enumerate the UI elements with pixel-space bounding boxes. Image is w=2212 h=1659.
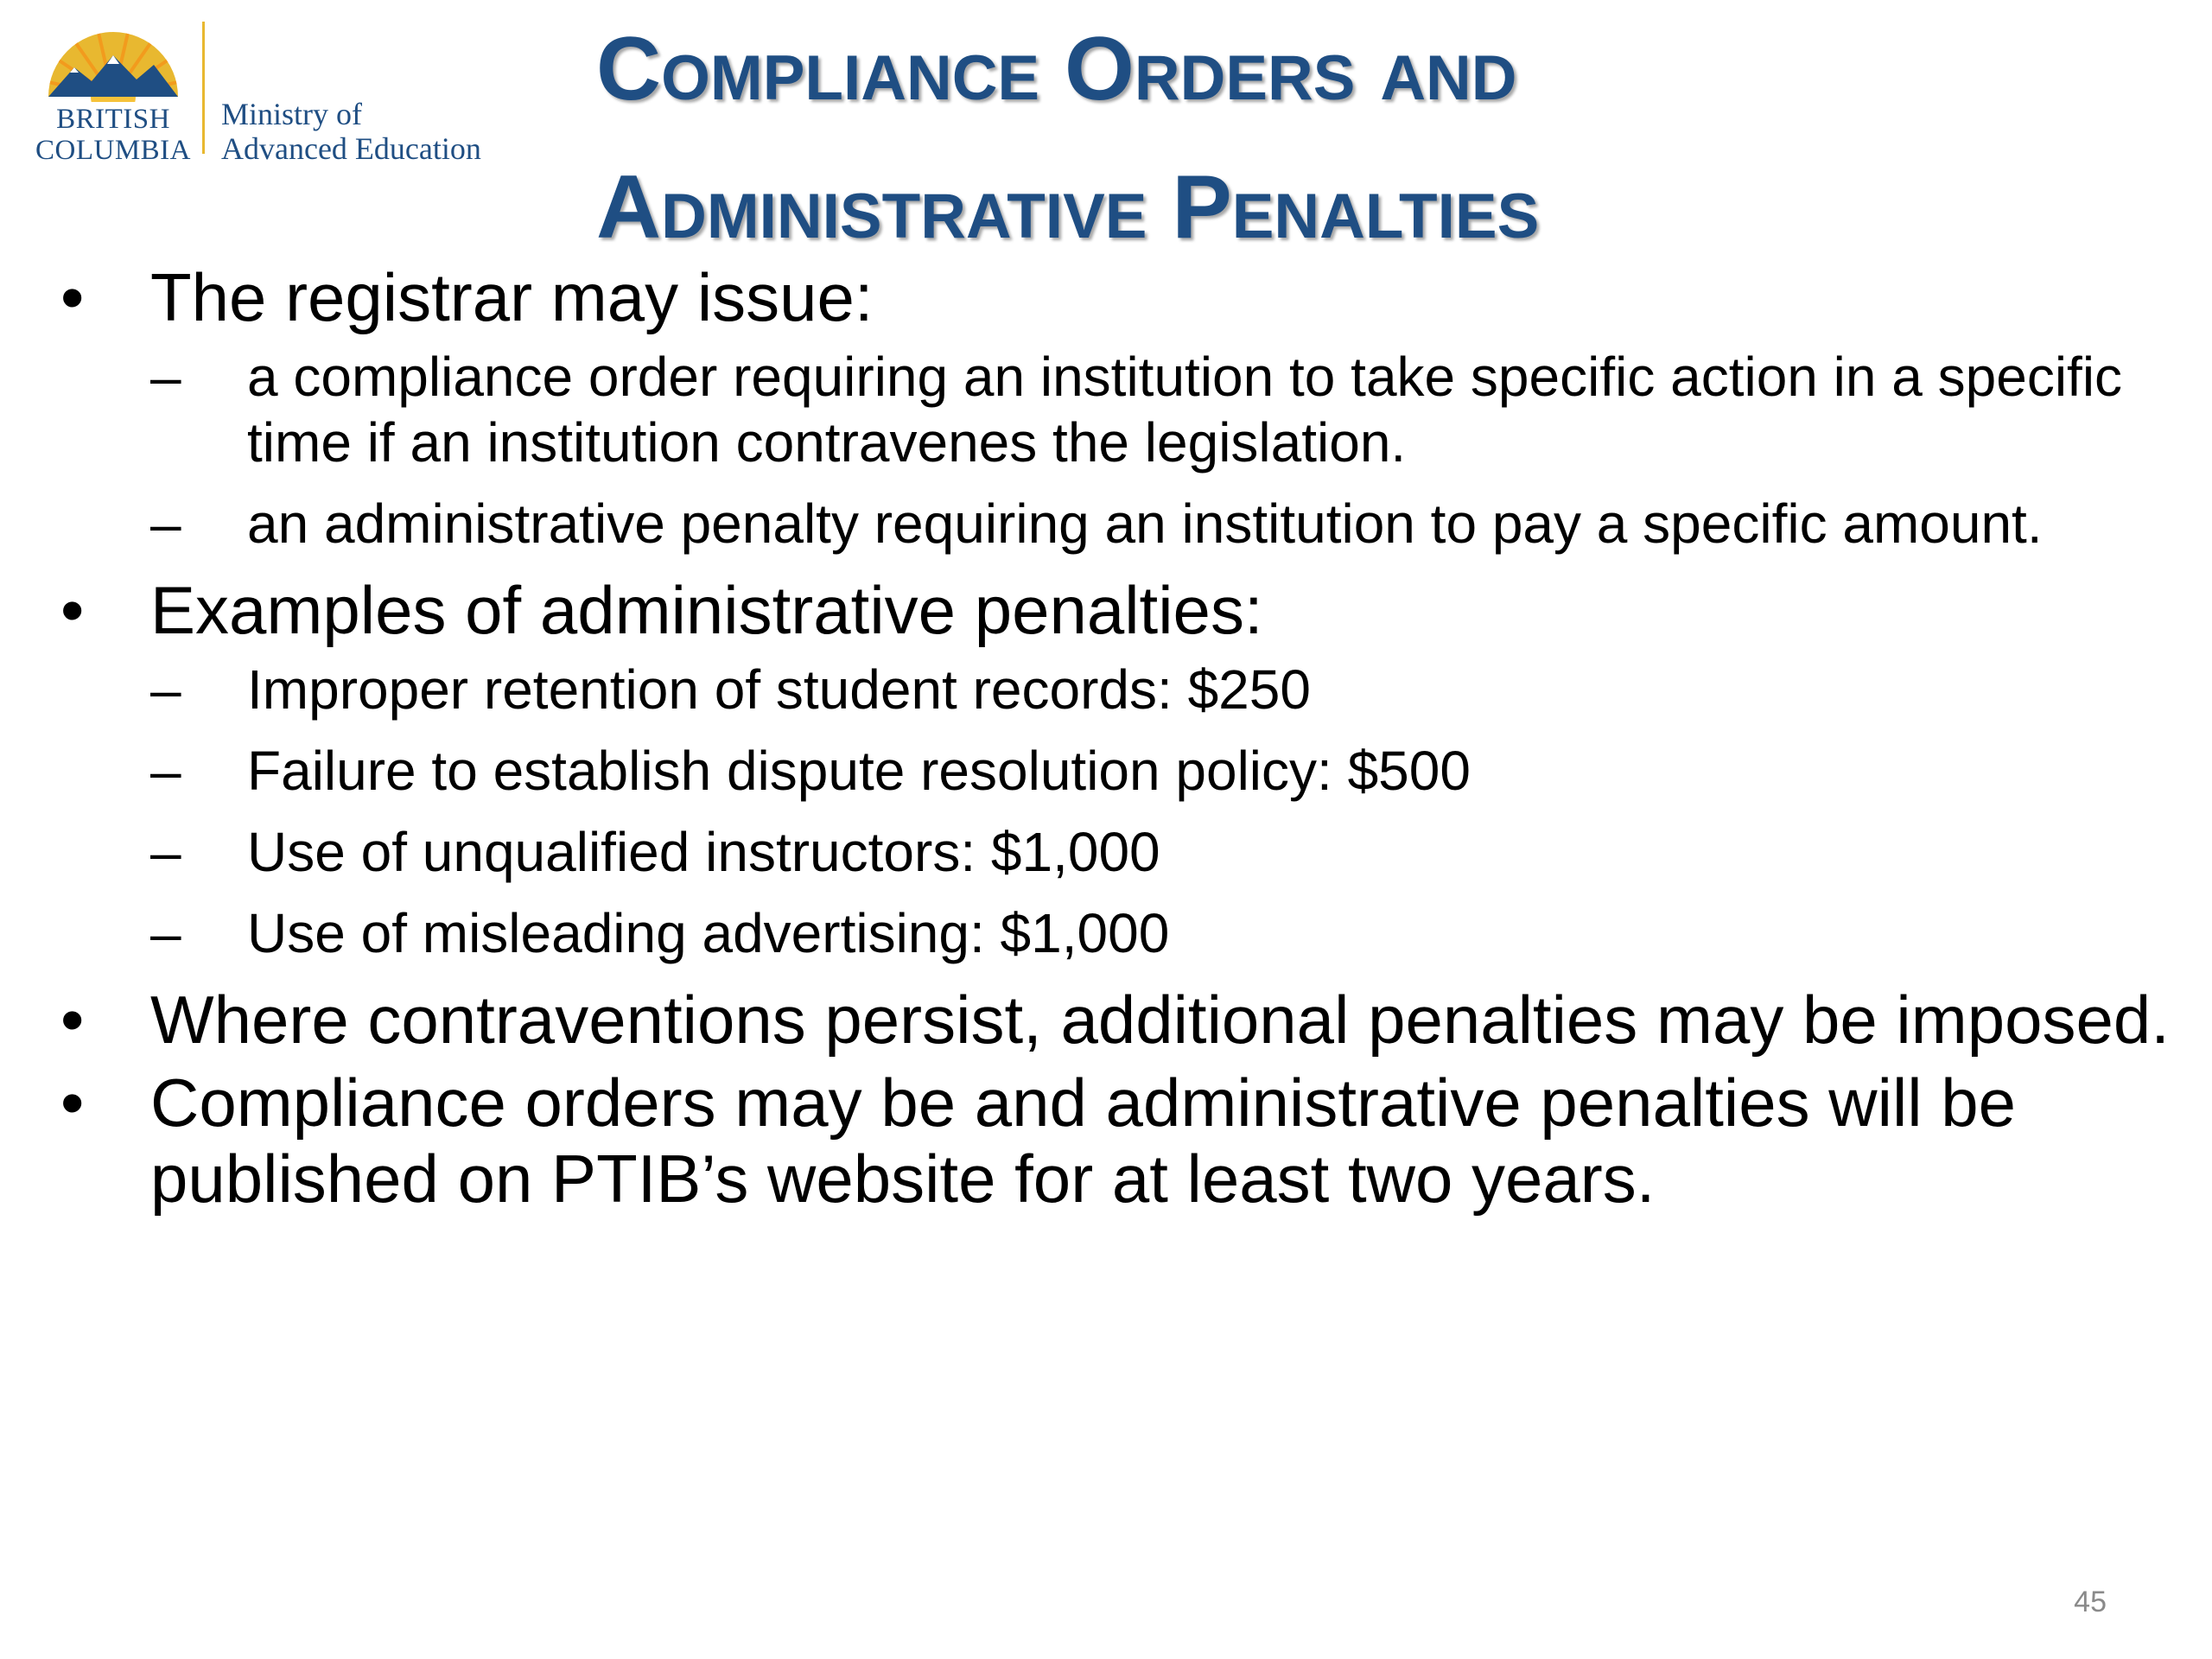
sub-bullet-text: a compliance order requiring an institution to take specific action in a specific time if an institution contravenes the legislation.: [247, 346, 2123, 474]
slide-body: [60, 259, 2195, 1217]
slide-page-number: 45: [2074, 1586, 2107, 1618]
logo-text-columbia: COLUMBIA: [35, 135, 191, 166]
sub-bullet-list: [150, 344, 2195, 556]
dash-marker: –: [150, 346, 181, 408]
sub-bullet-text: Failure to establish dispute resolution policy: $500: [247, 740, 1471, 802]
bullet-text: The registrar may issue:: [150, 259, 874, 335]
ministry-name-line1: Ministry of: [221, 97, 363, 131]
sub-bullet-text: Use of misleading advertising: $1,000: [247, 902, 1170, 964]
dash-marker: –: [150, 821, 181, 883]
bullet-text: Compliance orders may be and administrative penalties will be published on PTIB’s website for at least two years.: [150, 1065, 2017, 1217]
bullet-text: Examples of administrative penalties:: [150, 572, 1263, 648]
bullet-examples-of-penalties: [60, 572, 2195, 966]
dash-marker: –: [150, 902, 181, 964]
bullet-registrar-may-issue: [60, 259, 2195, 556]
bullet-text: Where contraventions persist, additional penalties may be imposed.: [150, 982, 2170, 1058]
logo-text-british: BRITISH: [56, 104, 170, 135]
bullet-marker: •: [60, 1065, 85, 1141]
sub-bullet-penalty-example: [150, 657, 2195, 722]
dash-marker: –: [150, 658, 181, 721]
sub-bullet-penalty-example: [150, 819, 2195, 885]
sub-bullet-text: an administrative penalty requiring an institution to pay a specific amount.: [247, 493, 2043, 555]
bc-sun-mountains-icon: [40, 17, 187, 102]
bullet-marker: •: [60, 572, 85, 648]
bc-ministry-logo: [22, 17, 506, 164]
dash-marker: –: [150, 493, 181, 555]
slide-title-line2: Administrative Penalties: [596, 157, 1540, 257]
sub-bullet-penalty-example: [150, 900, 2195, 966]
sub-bullet-penalty-example: [150, 738, 2195, 804]
bullet-marker: •: [60, 259, 85, 335]
sub-bullet-compliance-order: [150, 344, 2195, 475]
slide-title: [596, 0, 1719, 276]
sub-bullet-text: Use of unqualified instructors: $1,000: [247, 821, 1160, 883]
dash-marker: –: [150, 740, 181, 802]
bullet-marker: •: [60, 982, 85, 1058]
ministry-name-line2: Advanced Education: [221, 131, 481, 166]
bullet-contraventions-persist: [60, 982, 2195, 1058]
logo-divider: [202, 22, 205, 154]
slide-title-line1: Compliance Orders and: [596, 19, 1517, 119]
sub-bullet-list: [150, 657, 2195, 966]
bullet-published-on-website: [60, 1065, 2195, 1217]
sub-bullet-administrative-penalty: [150, 491, 2195, 556]
sub-bullet-text: Improper retention of student records: $250: [247, 658, 1311, 721]
